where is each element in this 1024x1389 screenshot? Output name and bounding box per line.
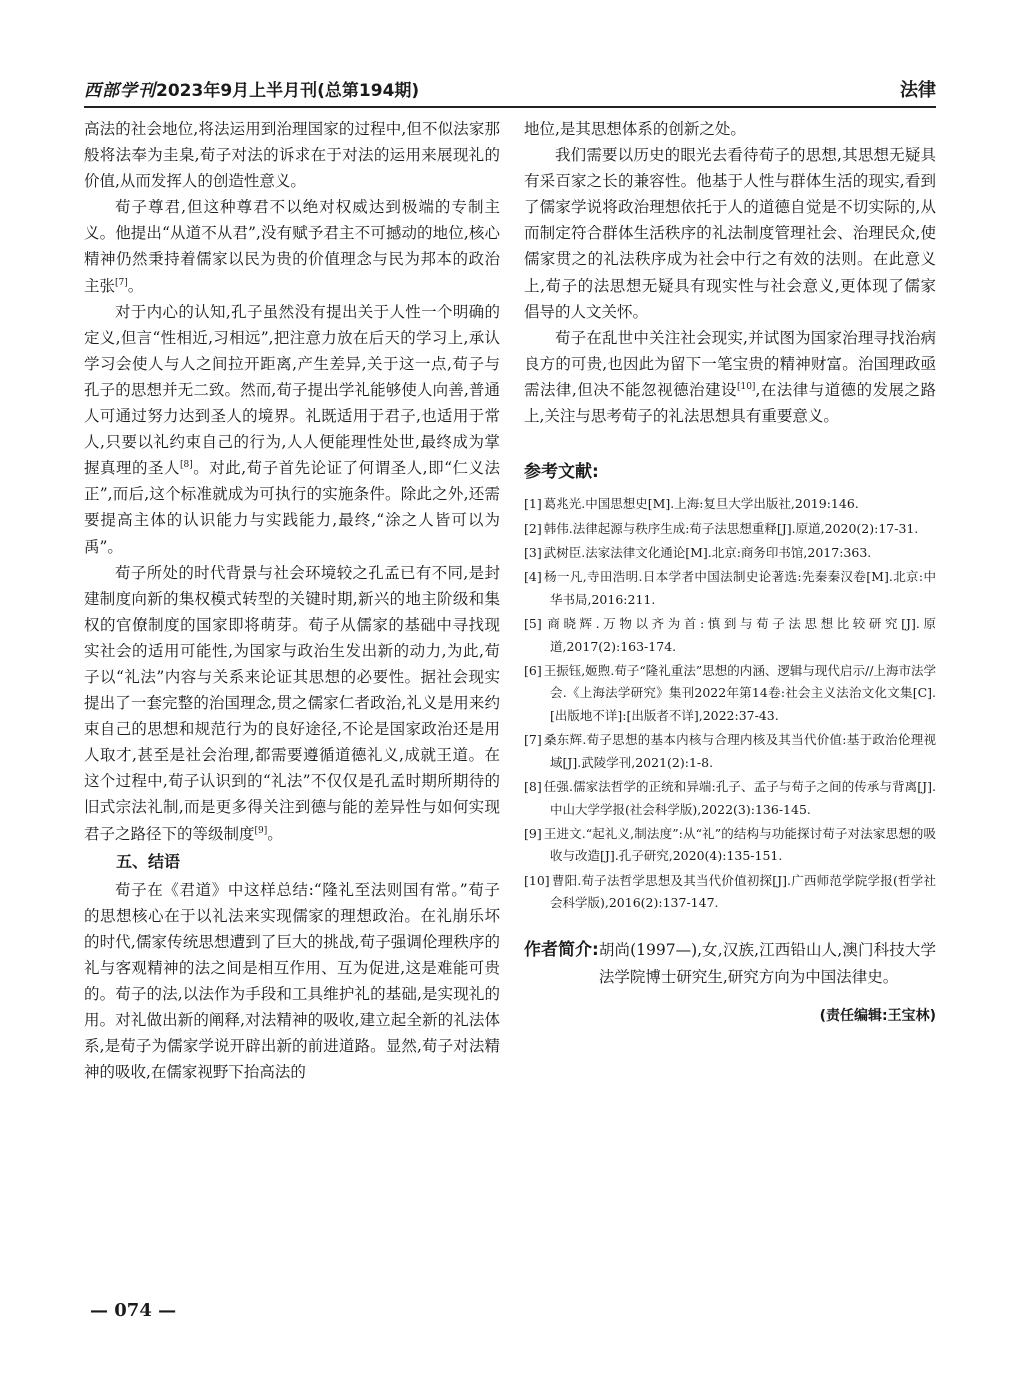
left-column	[84, 116, 500, 1085]
reference-text: 葛兆光.中国思想史[M].上海:复旦大学出版社,2019:146.	[543, 496, 859, 512]
reference-item	[524, 729, 936, 774]
page-number: — 074 —	[90, 1300, 177, 1321]
reference-text: 王进文.“起礼义,制法度”:从“礼”的结构与功能探讨荀子对法家思想的吸收与改造[J].孔子研究,2020(4):135-151.	[543, 825, 936, 864]
right-column	[524, 116, 936, 1029]
paragraph	[524, 325, 936, 429]
author-label: 作者简介:	[524, 939, 599, 960]
reference-text: 商晓辉.万物以齐为首:慎到与荀子法思想比较研究[J].原道,2017(2):163-174.	[543, 616, 936, 654]
reference-item	[524, 542, 936, 564]
reference-number: [2]	[524, 520, 542, 536]
paragraph: 荀子在《君道》中这样总结:“隆礼至法则国有常。”荀子的思想核心在于以礼法来实现儒家的理想政治。在礼崩乐坏的时代,儒家传统思想遭到了巨大的挑战,荀子强调伦理秩序的礼与客观精神的法之间是相互作用、互为促进,这是难能可贵的。荀子的法,以法作为手段和工具维护礼的基础,是实现礼的用。对礼做出新的阐释,对法精神的吸收,建立起全新的礼法体系,是荀子为儒家学说开辟出新的前进道路。显然,荀子对法精神的吸收,在儒家视野下抬高法的	[84, 880, 500, 1082]
reference-text: 曹阳.荀子法哲学思想及其当代价值初探[J].广西师范学院学报(哲学社会科学版),2016(2):137-147.	[550, 872, 936, 911]
reference-number: [10]	[524, 872, 550, 888]
reference-item	[524, 518, 936, 540]
paragraph-text: ,在法律与道德的发展之路上,关注与思考荀子的礼法思想具有重要意义。	[524, 380, 936, 426]
paragraph	[84, 194, 500, 298]
paragraph: 高法的社会地位,将法运用到治理国家的过程中,但不似法家那般将法奉为圭臬,荀子对法的诉求在于对法的运用来展现礼的价值,从而发挥人的创造性意义。	[84, 120, 500, 191]
paragraph: 我们需要以历史的眼光去看待荀子的思想,其思想无疑具有采百家之长的兼容性。他基于人性与群体生活的现实,看到了儒家学说将政治理想依托于人的道德自觉是不切实际的,从而制定符合群体生活秩序的礼法制度管理社会、治理民众,使儒家贯之的礼法秩序成为社会中行之有效的法则。在此意义上,荀子的法思想无疑具有现实性与社会意义,更体现了儒家倡导的人文关怀。	[524, 146, 936, 321]
reference-text: 桑东辉.荀子思想的基本内核与合理内核及其当代价值:基于政治伦理视域[J].武陵学刊,2021(2):1-8.	[543, 732, 936, 770]
citation[interactable]: [9]	[254, 825, 268, 836]
reference-text: 武树臣.法家法律文化通论[M].北京:商务印书馆,2017:363.	[543, 545, 872, 561]
reference-item	[524, 566, 936, 611]
reference-text: 任强.儒家法哲学的正统和异端:孔子、孟子与荀子之间的传承与背离[J].中山大学学报(社会科学版),2022(3):136-145.	[543, 779, 936, 817]
paragraph-text: 荀子所处的时代背景与社会环境较之孔孟已有不同,是封建制度向新的集权模式转型的关键时期,新兴的地主阶级和集权的官僚制度的国家即将萌芽。荀子从儒家的基础中寻找现实社会的适用可能性,为国家与政治生发出新的动力,为此,荀子以“礼法”内容与关系来论证其思想的必要性。据社会现实提出了一套完整的治国理念,贯之儒家仁者政治,礼义是用来约束自己的思想和规范行为的良好途径,不论是国家政治还是用人取才,甚至是社会治理,都需要遵循道德礼义,成就王道。在这个过程中,荀子认识到的“礼法”不仅仅是孔孟时期所期待的旧式宗法礼制,而是更多得关注到德与能的差异性与如何实现君子之路径下的等级制度	[84, 563, 500, 843]
paragraph	[84, 299, 500, 560]
paragraph-text: 。	[267, 824, 283, 843]
reference-number: [7]	[524, 732, 542, 748]
author-text: 胡尚(1997—),女,汉族,江西铅山人,澳门科技大学法学院博士研究生,研究方向为中国法律史。	[598, 940, 936, 986]
reference-item	[524, 493, 936, 515]
paragraph-text: 。	[127, 276, 144, 295]
editor-note: (责任编辑:王宝林)	[819, 1007, 936, 1024]
section-label: 法律	[900, 80, 936, 101]
reference-text: 杨一凡,寺田浩明.日本学者中国法制史论著选:先秦秦汉卷[M].北京:中华书局,2016:211.	[543, 569, 936, 607]
citation[interactable]: [7]	[115, 277, 128, 288]
journal-name: 西部学刊	[84, 81, 156, 101]
reference-number: [5]	[524, 616, 542, 632]
reference-item	[524, 660, 936, 727]
paragraph	[84, 560, 500, 847]
reference-number: [6]	[524, 663, 542, 679]
citation[interactable]: [8]	[180, 460, 193, 471]
author-bio	[524, 937, 936, 991]
reference-number: [8]	[524, 779, 542, 795]
section-heading: 五、结语	[116, 851, 181, 871]
references-list	[524, 493, 936, 914]
reference-text: 王振钰,姬煦.荀子“隆礼重法”思想的内涵、逻辑与现代启示//上海市法学会.《上海法学研究》集刊2022年第14卷:社会主义法治文化文集[C].[出版地不详]:[出版者不详],2022:37-43.	[543, 663, 936, 723]
citation[interactable]: [10]	[736, 381, 756, 392]
paragraph-text: 荀子在乱世中关注社会现实,并试图为国家治理寻找治病良方的可贵,也因此为留下一笔宝贵的精神财富。治国理政亟需法律,但决不能忽视德治建设	[524, 328, 936, 399]
paragraph-text: 荀子尊君,但这种尊君不以绝对权威达到极端的专制主义。他提出“从道不从君”,没有赋予君主不可撼动的地位,核心精神仍然秉持着儒家以民为贵的价值理念与民为邦本的政治主张	[84, 198, 500, 295]
page-header	[84, 66, 936, 108]
reference-item	[524, 823, 936, 868]
reference-number: [3]	[524, 545, 542, 561]
reference-text: 韩伟.法律起源与秩序生成:荀子法思想重释[J].原道,2020(2):17-31.	[543, 520, 919, 536]
reference-item	[524, 776, 936, 821]
reference-number: [1]	[524, 496, 542, 512]
references-title: 参考文献:	[524, 462, 599, 483]
reference-number: [9]	[524, 825, 542, 841]
paragraph-text: 对于内心的认知,孔子虽然没有提出关于人性一个明确的定义,但言“性相近,习相远”,把注意力放在后天的学习上,承认学习会使人与人之间拉开距离,产生差异,关于这一点,荀子与孔子的思想并无二致。然而,荀子提出学礼能够使人向善,普通人可通过努力达到圣人的境界。礼既适用于君子,也适用于常人,只要以礼约束自己的行为,人人便能理性处世,最终成为掌握真理的圣人	[84, 302, 500, 478]
reference-number: [4]	[524, 569, 542, 585]
paragraph: 地位,是其思想体系的创新之处。	[524, 120, 746, 138]
reference-item	[524, 613, 936, 658]
reference-item	[524, 870, 936, 915]
issue-info: 2023年9月上半月刊(总第194期)	[156, 81, 420, 101]
paragraph-text: 。对此,荀子首先论证了何谓圣人,即“仁义法正”,而后,这个标准就成为可执行的实施条件。除此之外,还需要提高主体的认识能力与实践能力,最终,“涂之人皆可以为禹”。	[84, 459, 500, 556]
